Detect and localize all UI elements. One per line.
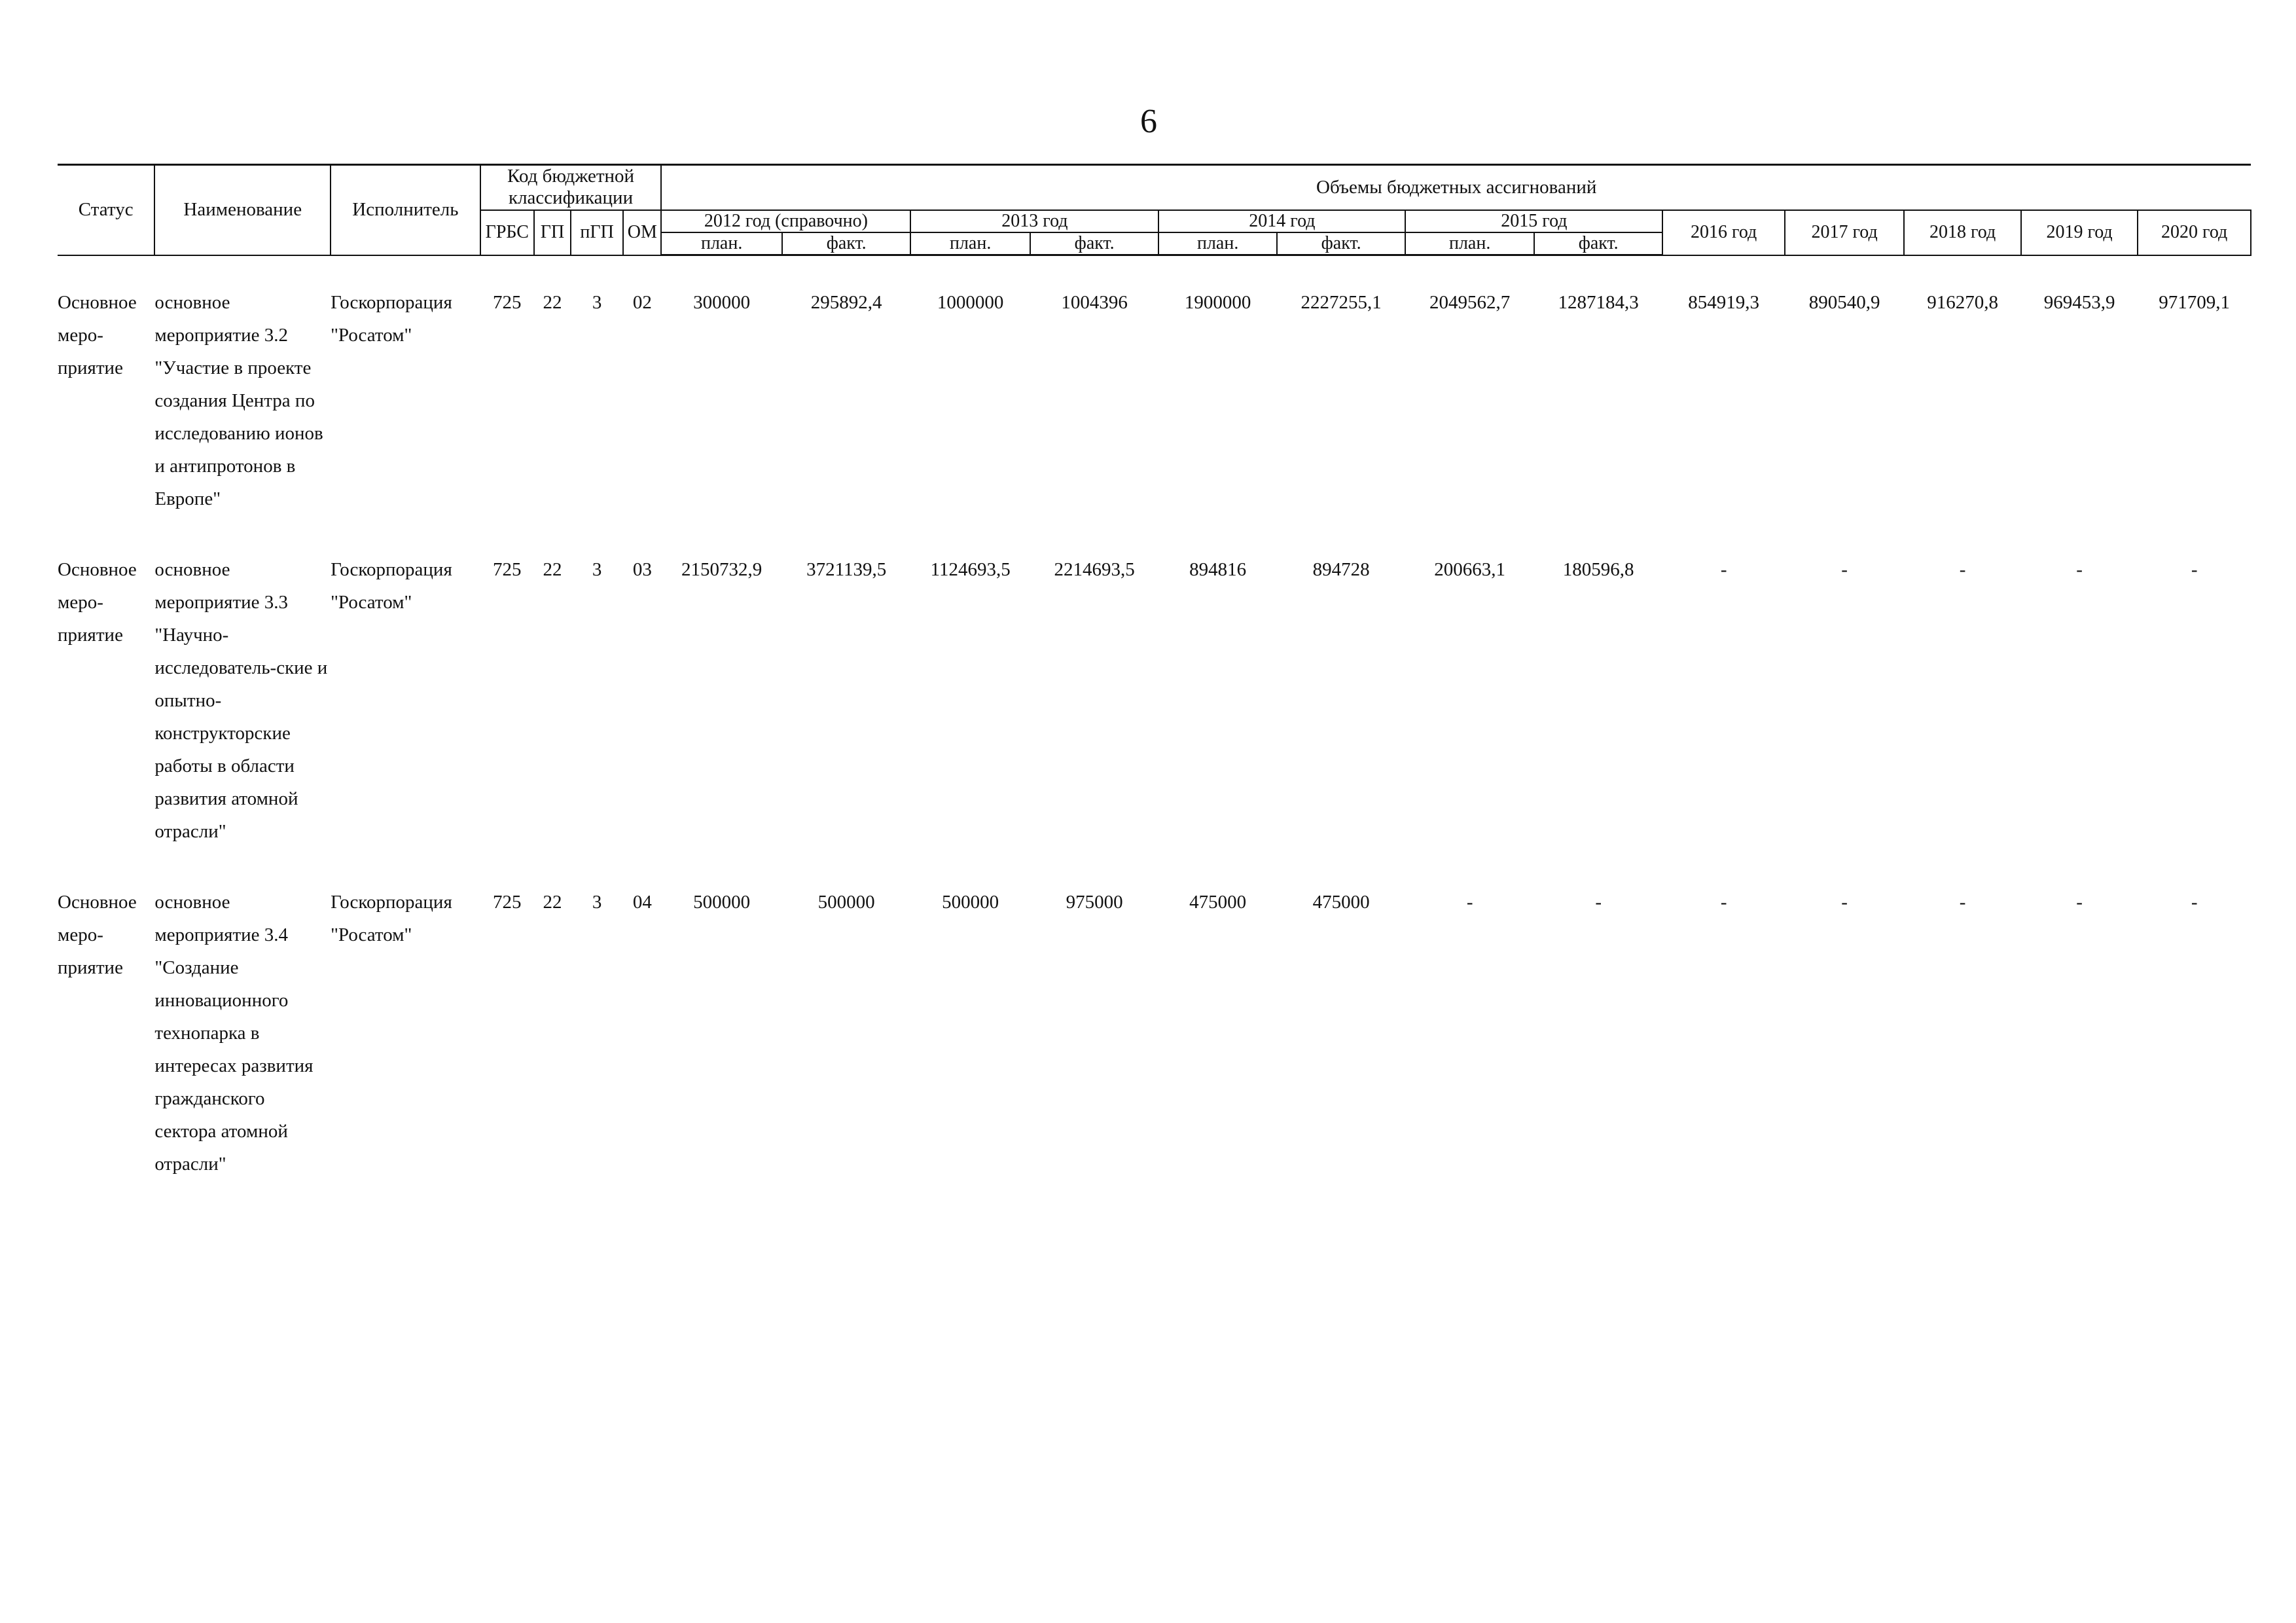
row-name: основное мероприятие 3.3 "Научно-исследователь-ские и опытно-конструкторские работы в области развития атомной отрасли" [154,559,328,843]
header-year-2012: 2012 год (справочно) [661,210,910,232]
row-om: 03 [632,559,652,581]
value-2018: - [1959,559,1966,581]
value-2013-plan: 500000 [942,892,999,913]
value-2015-fact: 180596,8 [1562,559,1634,581]
value-2015-plan: 200663,1 [1434,559,1506,581]
table-row [58,286,2251,515]
value-2018: 916270,8 [1927,292,1998,314]
header-year-2018: 2018 год [1904,210,2020,255]
header-year-2013: 2013 год [910,210,1158,232]
header-budget-code: Код бюджетной классификации [480,165,662,210]
row-gp: 22 [543,892,562,913]
header-year-2014: 2014 год [1158,210,1405,232]
row-om: 04 [632,892,652,913]
value-2012-fact: 3721139,5 [806,559,887,581]
value-2012-plan: 2150732,9 [681,559,762,581]
row-status: Основное меро-приятие [58,292,137,379]
table-row [58,886,2251,1180]
header-status: Статус [58,165,154,255]
value-2012-fact: 295892,4 [810,292,882,314]
value-2013-plan: 1000000 [937,292,1004,314]
row-gp: 22 [543,292,562,314]
value-2015-plan: - [1466,892,1473,913]
value-2016: 854919,3 [1688,292,1760,314]
table-row [58,553,2251,848]
header-gp: ГП [534,210,571,255]
row-grbs: 725 [493,292,522,314]
header-year-2017: 2017 год [1785,210,1904,255]
value-2019: - [2076,892,2083,913]
header-pgp: пГП [571,210,623,255]
page-number: 6 [1140,103,1157,140]
value-2013-plan: 1124693,5 [930,559,1011,581]
row-status: Основное меро-приятие [58,892,137,979]
header-om: ОМ [623,210,661,255]
row-pgp: 3 [592,559,602,581]
value-2015-fact: - [1595,892,1602,913]
header-year-2019: 2019 год [2021,210,2138,255]
value-2014-fact: 894728 [1312,559,1370,581]
value-2013-fact: 2214693,5 [1054,559,1135,581]
row-gp: 22 [543,559,562,581]
row-status: Основное меро-приятие [58,559,137,646]
header-plan-2014: план. [1158,232,1276,255]
header-executor: Исполнитель [331,165,480,255]
header-fact-2015: факт. [1534,232,1663,255]
value-2015-plan: 2049562,7 [1429,292,1511,314]
row-grbs: 725 [493,892,522,913]
value-2014-fact: 475000 [1312,892,1370,913]
value-2017: - [1841,559,1848,581]
value-2013-fact: 975000 [1066,892,1123,913]
row-pgp: 3 [592,292,602,314]
header-year-2020: 2020 год [2138,210,2251,255]
header-fact-2014: факт. [1277,232,1406,255]
value-2014-fact: 2227255,1 [1300,292,1382,314]
header-year-2015: 2015 год [1405,210,1662,232]
value-2018: - [1959,892,1966,913]
row-executor: Госкорпорация "Росатом" [331,892,452,946]
row-name: основное мероприятие 3.2 "Участие в проекте создания Центра по исследованию ионов и антипротонов в Европе" [154,292,323,510]
row-grbs: 725 [493,559,522,581]
header-fact-2012: факт. [782,232,911,255]
header-plan-2015: план. [1405,232,1534,255]
value-2014-plan: 1900000 [1184,292,1251,314]
header-volumes: Объемы бюджетных ассигнований [661,165,2251,210]
value-2017: - [1841,892,1848,913]
value-2012-plan: 300000 [693,292,751,314]
header-plan-2013: план. [910,232,1030,255]
value-2017: 890540,9 [1808,292,1880,314]
header-fact-2013: факт. [1030,232,1159,255]
row-om: 02 [632,292,652,314]
header-plan-2012: план. [661,232,781,255]
value-2016: - [1720,559,1727,581]
budget-table [58,164,2251,1180]
value-2020: - [2191,559,2198,581]
header-year-2016: 2016 год [1662,210,1784,255]
value-2020: 971709,1 [2159,292,2231,314]
value-2019: 969453,9 [2043,292,2115,314]
value-2014-plan: 475000 [1189,892,1247,913]
row-executor: Госкорпорация "Росатом" [331,292,452,346]
value-2014-plan: 894816 [1189,559,1247,581]
value-2015-fact: 1287184,3 [1558,292,1639,314]
header-grbs: ГРБС [480,210,534,255]
row-pgp: 3 [592,892,602,913]
row-executor: Госкорпорация "Росатом" [331,559,452,613]
value-2013-fact: 1004396 [1061,292,1128,314]
row-name: основное мероприятие 3.4 "Создание инновационного технопарка в интересах развития гражданского сектора атомной отрасли" [154,892,314,1175]
value-2012-plan: 500000 [693,892,751,913]
value-2016: - [1720,892,1727,913]
value-2020: - [2191,892,2198,913]
value-2012-fact: 500000 [817,892,875,913]
value-2019: - [2076,559,2083,581]
header-name: Наименование [154,165,331,255]
